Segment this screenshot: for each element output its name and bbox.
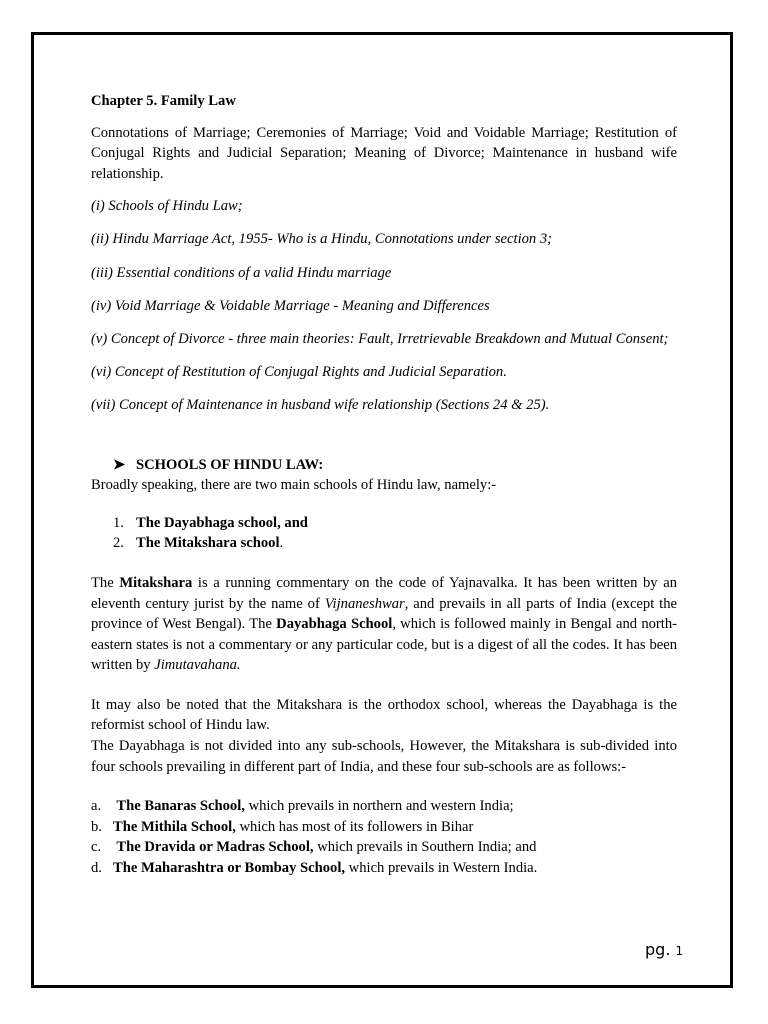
topic-item: (v) Concept of Divorce - three main theories: Fault, Irretrievable Breakdown and Mutual Consent;: [91, 330, 669, 347]
arrow-bullet-icon: ➤: [113, 456, 126, 473]
list-item: [91, 837, 677, 858]
subschools-paragraph: The Dayabhaga is not divided into any sub-schools, However, the Mitakshara is sub-divided into four schools prevailing in different part of India, and these four sub-schools are as follows:-: [91, 738, 677, 775]
topic-item: (i) Schools of Hindu Law;: [91, 198, 243, 215]
text-run: , which is followed mainly in Bengal and north-eastern states is not a commentary or any particular code, but is a digest of all the codes. It has been written by: [91, 616, 677, 674]
mitakshara-paragraph: [91, 573, 677, 676]
list-item: [91, 817, 677, 838]
school-tail: .: [279, 535, 284, 552]
text-run-italic: Vijnaneshwar: [324, 595, 405, 612]
topic-item: (vi) Concept of Restitution of Conjugal Rights and Judicial Separation.: [91, 363, 507, 380]
section-heading-text: SCHOOLS OF HINDU LAW:: [136, 456, 324, 473]
page-number-value: 1: [675, 944, 684, 958]
list-item: [91, 533, 677, 554]
school-name: The Dayabhaga school, and: [136, 514, 308, 531]
text-run-bold: Dayabhaga School: [276, 616, 393, 633]
list-item: [91, 513, 677, 534]
topic-item: (vii) Concept of Maintenance in husband wife relationship (Sections 24 & 25).: [91, 396, 550, 413]
page-number-prefix: pg.: [645, 940, 671, 959]
topic-item: (iii) Essential conditions of a valid Hindu marriage: [91, 264, 392, 281]
list-number: 2.: [113, 535, 124, 552]
subschool-desc: which prevails in Western India.: [345, 860, 538, 877]
text-run: , and prevails in all parts of India (except the province of West Bengal). The: [91, 595, 677, 633]
topic-item: (iv) Void Marriage & Voidable Marriage - Meaning and Differences: [91, 297, 490, 314]
chapter-title: Chapter 5. Family Law: [91, 93, 236, 109]
list-letter: d.: [91, 860, 102, 877]
list-letter: b.: [91, 818, 102, 835]
schools-list: [91, 513, 677, 554]
text-run: The: [91, 574, 120, 591]
subschools-list: [91, 796, 677, 878]
subschool-name: The Maharashtra or Bombay School,: [113, 860, 346, 877]
text-run-italic: Jimutavahana.: [154, 657, 241, 674]
list-letter: c.: [91, 839, 102, 856]
subschool-desc: which prevails in northern and western India;: [244, 798, 514, 815]
page-number: [645, 940, 683, 959]
subschool-name: The Banaras School,: [113, 798, 245, 815]
section-lead: Broadly speaking, there are two main schools of Hindu law, namely:-: [91, 477, 497, 494]
list-number: 1.: [113, 514, 124, 531]
list-item: [91, 858, 677, 879]
subschool-desc: which has most of its followers in Bihar: [235, 818, 474, 835]
school-name: The Mitakshara school: [136, 535, 280, 552]
subschool-name: The Mithila School,: [113, 818, 236, 835]
chapter-intro: Connotations of Marriage; Ceremonies of Marriage; Void and Voidable Marriage; Restitution of Conjugal Rights and Judicial Separation; Meaning of Divorce; Maintenance in husband wife relationship.: [91, 124, 677, 182]
list-letter: a.: [91, 798, 102, 815]
document-body: [91, 91, 677, 879]
section-heading: [91, 455, 677, 476]
subschool-name: The Dravida or Madras School,: [113, 839, 314, 856]
topic-item: (ii) Hindu Marriage Act, 1955- Who is a Hindu, Connotations under section 3;: [91, 231, 553, 248]
list-item: [91, 796, 677, 817]
text-run: is a running commentary on the code of Yajnavalka. It has been written by an eleventh century jurist by the name of: [91, 574, 677, 612]
text-run-bold: Mitakshara: [119, 574, 193, 591]
orthodox-paragraph: It may also be noted that the Mitakshara is the orthodox school, whereas the Dayabhaga is the reformist school of Hindu law.: [91, 696, 677, 734]
subschool-desc: which prevails in Southern India; and: [313, 839, 537, 856]
